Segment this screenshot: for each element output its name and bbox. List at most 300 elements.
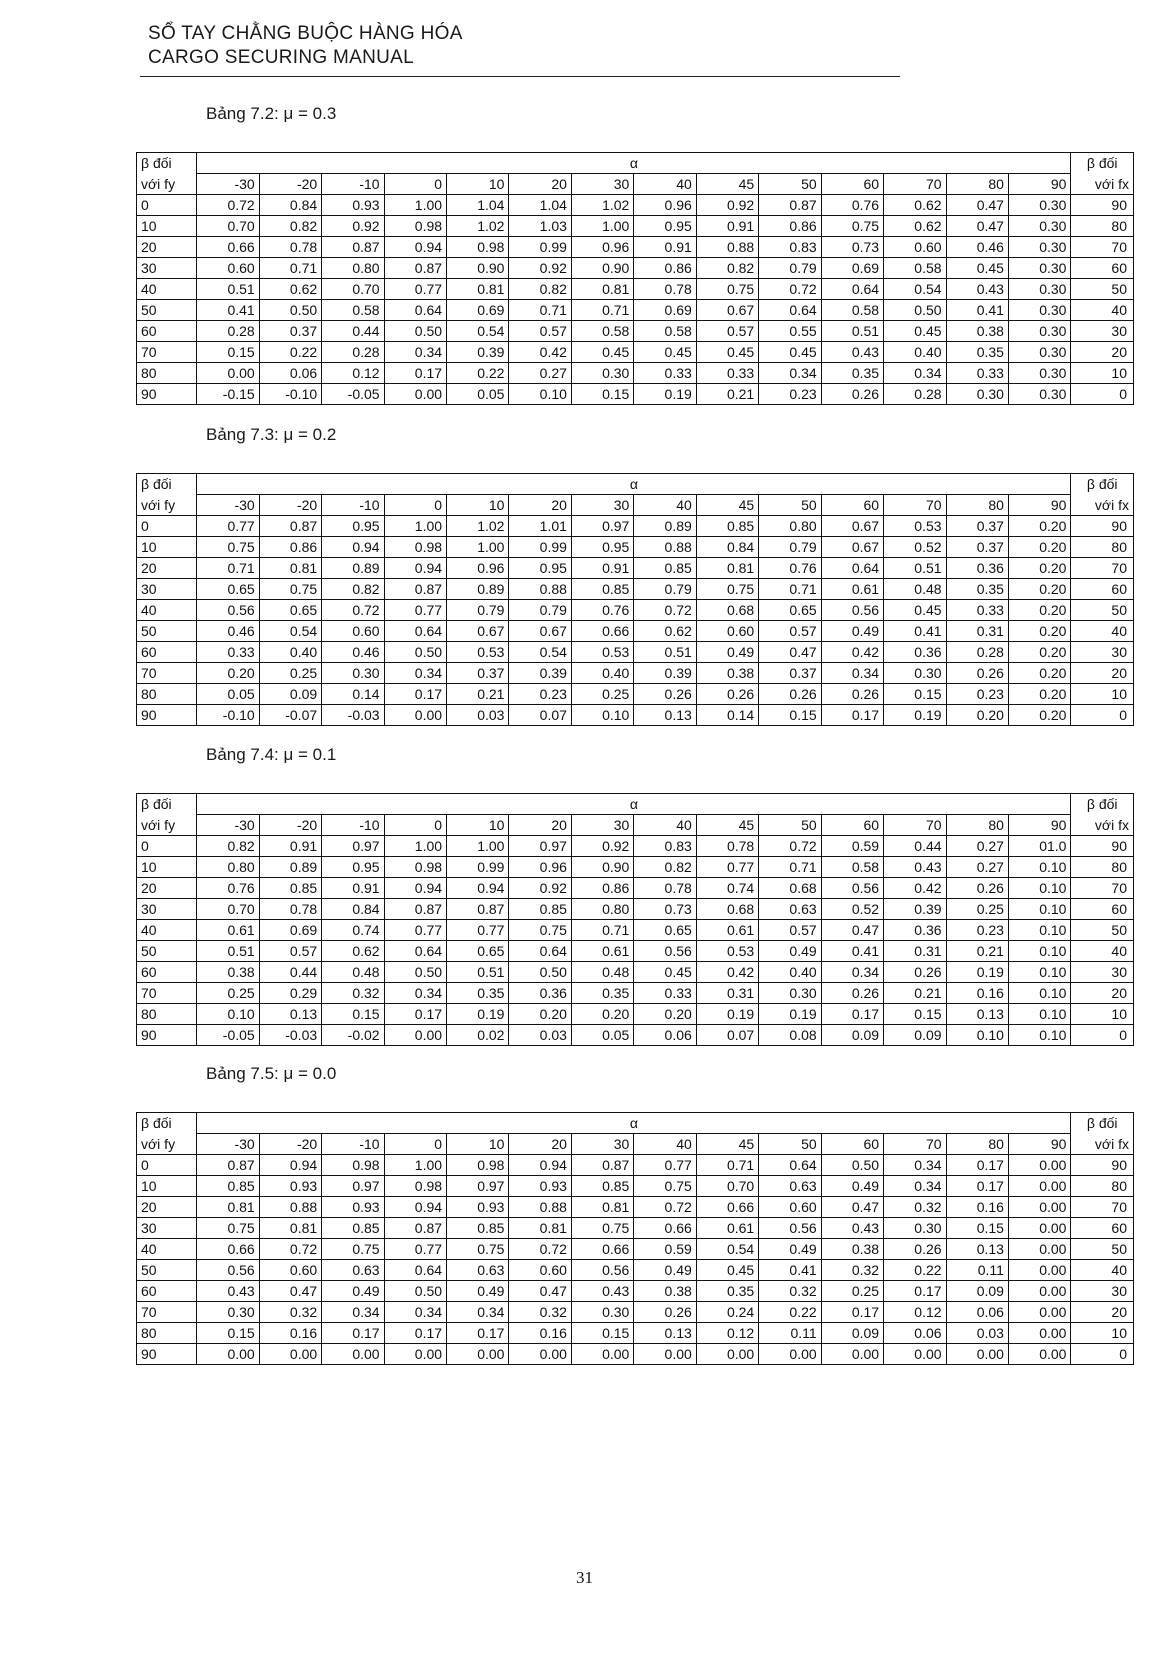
beta-fx-value: 10: [1071, 684, 1134, 705]
alpha-column-header: 0: [384, 1134, 446, 1155]
coefficient-cell: 0.20: [1008, 516, 1070, 537]
coefficient-cell: 0.21: [696, 384, 758, 405]
coefficient-cell: 0.88: [696, 237, 758, 258]
beta-fy-label: với fy: [137, 815, 197, 836]
coefficient-cell: 0.00: [821, 1344, 883, 1365]
alpha-column-header: -20: [259, 174, 321, 195]
table-row: [137, 899, 1134, 920]
coefficient-cell: 01.0: [1008, 836, 1070, 857]
coefficient-cell: 0.58: [821, 857, 883, 878]
coefficient-cell: 0.43: [197, 1281, 259, 1302]
beta-fy-value: 20: [137, 1197, 197, 1218]
coefficient-cell: 1.00: [384, 516, 446, 537]
alpha-column-header: 50: [759, 1134, 821, 1155]
coefficient-cell: 0.56: [634, 941, 696, 962]
coefficient-cell: 0.85: [322, 1218, 384, 1239]
coefficient-cell: 0.97: [571, 516, 633, 537]
alpha-column-header: 10: [447, 174, 509, 195]
beta-label: β đối: [1071, 1113, 1134, 1134]
coefficient-cell: 0.10: [1008, 941, 1070, 962]
page-number: 31: [576, 1568, 593, 1587]
coefficient-cell: 0.41: [884, 621, 946, 642]
coefficient-cell: 0.06: [634, 1025, 696, 1046]
coefficient-cell: 0.00: [759, 1344, 821, 1365]
coefficient-cell: 0.75: [696, 279, 758, 300]
coefficient-cell: 1.00: [447, 836, 509, 857]
beta-fx-value: 10: [1071, 1323, 1134, 1344]
beta-fy-value: 70: [137, 663, 197, 684]
coefficient-cell: 0.50: [821, 1155, 883, 1176]
coefficient-cell: 0.10: [1008, 899, 1070, 920]
coefficient-cell: 0.95: [322, 857, 384, 878]
beta-fx-label: với fx: [1071, 1134, 1134, 1155]
coefficient-cell: 0.93: [509, 1176, 571, 1197]
coefficient-cell: 0.53: [571, 642, 633, 663]
coefficient-cell: 0.57: [759, 621, 821, 642]
coefficient-cell: 0.15: [884, 1004, 946, 1025]
coefficient-cell: 0.22: [447, 363, 509, 384]
alpha-column-header: 80: [946, 815, 1008, 836]
coefficient-cell: 0.17: [821, 705, 883, 726]
coefficient-cell: 0.68: [759, 878, 821, 899]
coefficient-cell: 0.81: [259, 558, 321, 579]
beta-fx-label: với fx: [1071, 174, 1134, 195]
beta-fy-value: 90: [137, 1025, 197, 1046]
coefficient-cell: 0.89: [634, 516, 696, 537]
coefficient-cell: 0.20: [1008, 663, 1070, 684]
coefficient-cell: 0.10: [1008, 857, 1070, 878]
coefficient-cell: 0.05: [571, 1025, 633, 1046]
coefficient-cell: 0.09: [821, 1025, 883, 1046]
coefficient-cell: 0.03: [509, 1025, 571, 1046]
coefficient-cell: 0.28: [322, 342, 384, 363]
coefficient-cell: 0.10: [1008, 878, 1070, 899]
coefficient-cell: 0.19: [946, 962, 1008, 983]
coefficient-cell: 0.30: [1008, 279, 1070, 300]
coefficient-cell: 0.85: [509, 899, 571, 920]
coefficient-cell: 0.75: [509, 920, 571, 941]
coefficient-cell: 0.75: [634, 1176, 696, 1197]
coefficient-cell: 0.00: [1008, 1302, 1070, 1323]
coefficient-cell: 0.81: [509, 1218, 571, 1239]
beta-fx-value: 80: [1071, 537, 1134, 558]
coefficient-cell: 0.09: [946, 1281, 1008, 1302]
coefficient-cell: 0.20: [1008, 537, 1070, 558]
alpha-column-header: 50: [759, 495, 821, 516]
coefficient-cell: 0.77: [384, 920, 446, 941]
coefficient-cell: 0.76: [821, 195, 883, 216]
coefficient-cell: 0.20: [197, 663, 259, 684]
coefficient-cell: 0.52: [884, 537, 946, 558]
coefficient-cell: 0.55: [759, 321, 821, 342]
alpha-column-header: 10: [447, 815, 509, 836]
coefficient-cell: 0.82: [696, 258, 758, 279]
coefficient-cell: 0.65: [259, 600, 321, 621]
alpha-column-header: 70: [884, 815, 946, 836]
coefficient-cell: 0.33: [946, 363, 1008, 384]
coefficient-cell: 0.26: [696, 684, 758, 705]
coefficient-cell: 0.98: [384, 857, 446, 878]
beta-fx-value: 0: [1071, 1344, 1134, 1365]
coefficient-cell: 0.00: [1008, 1344, 1070, 1365]
coefficient-cell: 0.15: [197, 1323, 259, 1344]
coefficient-cell: 0.34: [447, 1302, 509, 1323]
coefficient-cell: 0.94: [384, 237, 446, 258]
coefficient-cell: 0.91: [259, 836, 321, 857]
coefficient-cell: 0.17: [821, 1302, 883, 1323]
coefficient-cell: 0.92: [571, 836, 633, 857]
beta-fx-value: 50: [1071, 920, 1134, 941]
coefficient-cell: 0.40: [259, 642, 321, 663]
coefficient-cell: 0.13: [634, 1323, 696, 1344]
coefficient-cell: 0.50: [384, 1281, 446, 1302]
coefficient-cell: 0.37: [759, 663, 821, 684]
coefficient-cell: 0.20: [634, 1004, 696, 1025]
beta-fy-value: 30: [137, 899, 197, 920]
table-row: [137, 1218, 1134, 1239]
alpha-column-header: -30: [197, 174, 259, 195]
coefficient-cell: 0.10: [1008, 920, 1070, 941]
table-row: [137, 1025, 1134, 1046]
coefficient-cell: 0.80: [322, 258, 384, 279]
coefficient-cell: 0.80: [197, 857, 259, 878]
coefficient-cell: 0.38: [696, 663, 758, 684]
coefficient-cell: 0.35: [447, 983, 509, 1004]
coefficient-cell: -0.02: [322, 1025, 384, 1046]
beta-fx-value: 30: [1071, 321, 1134, 342]
coefficient-cell: 0.91: [696, 216, 758, 237]
coefficient-cell: 0.98: [447, 237, 509, 258]
alpha-header: α: [197, 794, 1071, 815]
beta-label: β đối: [137, 794, 197, 815]
coefficient-cell: 0.42: [509, 342, 571, 363]
table-row: [137, 621, 1134, 642]
coefficient-cell: 0.92: [322, 216, 384, 237]
coefficient-cell: 0.20: [1008, 642, 1070, 663]
coefficient-cell: 0.12: [322, 363, 384, 384]
coefficient-cell: 0.16: [946, 983, 1008, 1004]
coefficient-cell: 0.42: [821, 642, 883, 663]
table-title: Bảng 7.4: μ = 0.1: [206, 745, 337, 764]
coefficient-cell: 0.78: [696, 836, 758, 857]
coefficient-cell: 0.10: [1008, 1025, 1070, 1046]
coefficient-cell: 0.62: [259, 279, 321, 300]
coefficient-cell: 0.65: [759, 600, 821, 621]
table-row: [137, 684, 1134, 705]
coefficient-cell: 0.49: [759, 1239, 821, 1260]
coefficient-cell: 0.84: [696, 537, 758, 558]
coefficient-cell: 0.15: [197, 342, 259, 363]
coefficient-cell: 0.30: [1008, 384, 1070, 405]
coefficient-cell: 0.00: [1008, 1281, 1070, 1302]
coefficient-cell: 0.63: [447, 1260, 509, 1281]
coefficient-cell: 0.32: [821, 1260, 883, 1281]
coefficient-cell: 0.15: [571, 1323, 633, 1344]
coefficient-cell: 0.51: [447, 962, 509, 983]
beta-fy-label: với fy: [137, 495, 197, 516]
coefficient-cell: 0.07: [696, 1025, 758, 1046]
coefficient-cell: 0.98: [384, 1176, 446, 1197]
coefficient-cell: 0.28: [197, 321, 259, 342]
beta-fy-value: 40: [137, 920, 197, 941]
coefficient-cell: 0.26: [884, 1239, 946, 1260]
coefficient-cell: 0.00: [509, 1344, 571, 1365]
coefficient-cell: 0.34: [384, 342, 446, 363]
coefficient-cell: 0.58: [821, 300, 883, 321]
beta-fy-value: 20: [137, 558, 197, 579]
alpha-column-header: 50: [759, 815, 821, 836]
coefficient-cell: 0.82: [259, 216, 321, 237]
coefficient-cell: 0.26: [634, 1302, 696, 1323]
coefficient-cell: 0.08: [759, 1025, 821, 1046]
coefficient-cell: 0.17: [384, 1004, 446, 1025]
coefficient-cell: 0.39: [884, 899, 946, 920]
coefficient-cell: 0.93: [259, 1176, 321, 1197]
table-row: [137, 279, 1134, 300]
coefficient-cell: 0.47: [259, 1281, 321, 1302]
alpha-column-header: 45: [696, 1134, 758, 1155]
coefficient-cell: 0.50: [384, 321, 446, 342]
coefficient-cell: 0.20: [571, 1004, 633, 1025]
coefficient-cell: 0.66: [696, 1197, 758, 1218]
table-row: [137, 1302, 1134, 1323]
coefficient-cell: 0.60: [759, 1197, 821, 1218]
alpha-column-header: 20: [509, 174, 571, 195]
coefficient-cell: 0.92: [509, 258, 571, 279]
coefficient-cell: 0.98: [447, 1155, 509, 1176]
coefficient-cell: 0.67: [447, 621, 509, 642]
table-row: [137, 836, 1134, 857]
coefficient-cell: 0.17: [384, 1323, 446, 1344]
coefficient-cell: 0.32: [884, 1197, 946, 1218]
coefficient-cell: 0.87: [384, 1218, 446, 1239]
coefficient-cell: -0.15: [197, 384, 259, 405]
coefficient-cell: 0.64: [384, 941, 446, 962]
coefficient-cell: 0.00: [384, 705, 446, 726]
coefficient-cell: 0.17: [884, 1281, 946, 1302]
coefficient-cell: 0.27: [946, 836, 1008, 857]
coefficient-cell: 0.86: [759, 216, 821, 237]
coefficient-cell: 0.30: [1008, 216, 1070, 237]
alpha-column-header: -20: [259, 1134, 321, 1155]
coefficient-cell: 0.43: [821, 342, 883, 363]
table-row: [137, 1176, 1134, 1197]
beta-fx-value: 60: [1071, 1218, 1134, 1239]
coefficient-cell: 0.78: [634, 878, 696, 899]
coefficient-cell: 0.26: [759, 684, 821, 705]
coefficient-cell: 0.20: [1008, 579, 1070, 600]
coefficient-cell: 0.38: [197, 962, 259, 983]
coefficient-table: [136, 152, 1134, 405]
coefficient-cell: 0.49: [696, 642, 758, 663]
coefficient-cell: 0.75: [696, 579, 758, 600]
alpha-column-header: 70: [884, 1134, 946, 1155]
coefficient-cell: 0.96: [571, 237, 633, 258]
beta-fx-value: 60: [1071, 579, 1134, 600]
coefficient-cell: 0.61: [197, 920, 259, 941]
coefficient-cell: 0.90: [571, 258, 633, 279]
coefficient-cell: 0.72: [322, 600, 384, 621]
coefficient-cell: 0.87: [571, 1155, 633, 1176]
coefficient-cell: 0.68: [696, 600, 758, 621]
coefficient-cell: 0.57: [696, 321, 758, 342]
coefficient-cell: 0.64: [509, 941, 571, 962]
coefficient-cell: 0.41: [197, 300, 259, 321]
coefficient-cell: 0.66: [571, 1239, 633, 1260]
coefficient-cell: 0.16: [259, 1323, 321, 1344]
alpha-column-header: -10: [322, 495, 384, 516]
coefficient-cell: 0.30: [1008, 300, 1070, 321]
coefficient-cell: 1.04: [509, 195, 571, 216]
alpha-column-header: 60: [821, 815, 883, 836]
beta-fx-value: 40: [1071, 941, 1134, 962]
coefficient-cell: 0.10: [1008, 962, 1070, 983]
coefficient-cell: 0.40: [759, 962, 821, 983]
coefficient-cell: 0.15: [571, 384, 633, 405]
coefficient-grid: [136, 473, 1134, 726]
beta-fx-value: 30: [1071, 642, 1134, 663]
coefficient-cell: 0.50: [884, 300, 946, 321]
table-row: [137, 363, 1134, 384]
coefficient-cell: 0.94: [447, 878, 509, 899]
coefficient-cell: 0.77: [696, 857, 758, 878]
coefficient-cell: 0.30: [759, 983, 821, 1004]
coefficient-cell: 0.62: [634, 621, 696, 642]
coefficient-cell: 0.30: [884, 1218, 946, 1239]
beta-fx-value: 70: [1071, 237, 1134, 258]
coefficient-cell: 0.97: [447, 1176, 509, 1197]
beta-fy-value: 60: [137, 962, 197, 983]
coefficient-cell: 0.72: [509, 1239, 571, 1260]
coefficient-cell: 0.38: [634, 1281, 696, 1302]
coefficient-cell: 0.62: [884, 195, 946, 216]
coefficient-cell: 0.45: [696, 342, 758, 363]
coefficient-cell: 0.13: [946, 1004, 1008, 1025]
coefficient-cell: 0.60: [259, 1260, 321, 1281]
coefficient-cell: 0.05: [197, 684, 259, 705]
coefficient-cell: 0.09: [821, 1323, 883, 1344]
coefficient-cell: 0.82: [322, 579, 384, 600]
coefficient-cell: 0.15: [322, 1004, 384, 1025]
coefficient-cell: 0.37: [946, 537, 1008, 558]
coefficient-cell: 0.42: [884, 878, 946, 899]
header-title-en: CARGO SECURING MANUAL: [148, 47, 415, 68]
coefficient-cell: 0.25: [946, 899, 1008, 920]
beta-fx-value: 40: [1071, 1260, 1134, 1281]
table-row: [137, 1344, 1134, 1365]
coefficient-cell: 0.23: [946, 920, 1008, 941]
alpha-column-header: 10: [447, 495, 509, 516]
coefficient-cell: 0.27: [509, 363, 571, 384]
coefficient-cell: 0.59: [634, 1239, 696, 1260]
coefficient-cell: 0.15: [759, 705, 821, 726]
coefficient-cell: 0.31: [696, 983, 758, 1004]
coefficient-cell: 0.61: [821, 579, 883, 600]
alpha-column-header: 90: [1008, 495, 1070, 516]
beta-fx-label: với fx: [1071, 815, 1134, 836]
beta-fy-value: 50: [137, 1260, 197, 1281]
coefficient-cell: 0.00: [696, 1344, 758, 1365]
coefficient-cell: 0.75: [197, 1218, 259, 1239]
alpha-column-header: 40: [634, 815, 696, 836]
coefficient-cell: 0.86: [259, 537, 321, 558]
coefficient-cell: 0.87: [384, 899, 446, 920]
coefficient-cell: 0.97: [322, 836, 384, 857]
coefficient-cell: 0.56: [197, 600, 259, 621]
beta-fx-value: 90: [1071, 516, 1134, 537]
coefficient-cell: 0.00: [1008, 1323, 1070, 1344]
coefficient-cell: 0.72: [259, 1239, 321, 1260]
coefficient-cell: 0.30: [322, 663, 384, 684]
coefficient-cell: 0.25: [197, 983, 259, 1004]
coefficient-cell: 0.94: [322, 537, 384, 558]
coefficient-cell: 0.89: [447, 579, 509, 600]
coefficient-cell: 0.79: [447, 600, 509, 621]
coefficient-cell: 0.72: [759, 836, 821, 857]
alpha-column-header: 70: [884, 174, 946, 195]
coefficient-cell: 0.36: [884, 642, 946, 663]
coefficient-cell: 0.84: [259, 195, 321, 216]
coefficient-cell: 0.80: [571, 899, 633, 920]
coefficient-cell: -0.03: [259, 1025, 321, 1046]
coefficient-cell: 0.49: [322, 1281, 384, 1302]
coefficient-cell: 0.87: [259, 516, 321, 537]
coefficient-cell: 0.69: [447, 300, 509, 321]
beta-fx-value: 20: [1071, 1302, 1134, 1323]
coefficient-cell: 0.30: [946, 384, 1008, 405]
coefficient-cell: 1.01: [509, 516, 571, 537]
table-row: [137, 1281, 1134, 1302]
coefficient-cell: 0.65: [197, 579, 259, 600]
coefficient-cell: 0.00: [197, 363, 259, 384]
coefficient-cell: 0.00: [571, 1344, 633, 1365]
coefficient-cell: 0.81: [696, 558, 758, 579]
alpha-column-header: -10: [322, 1134, 384, 1155]
coefficient-cell: 0.99: [509, 237, 571, 258]
coefficient-cell: 0.77: [384, 600, 446, 621]
coefficient-cell: 1.00: [384, 836, 446, 857]
coefficient-cell: 1.02: [447, 216, 509, 237]
coefficient-cell: 0.19: [759, 1004, 821, 1025]
coefficient-cell: 0.81: [447, 279, 509, 300]
table-row: [137, 1239, 1134, 1260]
coefficient-cell: 0.83: [759, 237, 821, 258]
coefficient-cell: 0.72: [634, 600, 696, 621]
beta-label: β đối: [137, 1113, 197, 1134]
coefficient-cell: 0.35: [696, 1281, 758, 1302]
alpha-header: α: [197, 474, 1071, 495]
beta-fx-value: 80: [1071, 1176, 1134, 1197]
coefficient-table: [136, 473, 1134, 726]
coefficient-cell: 0.91: [571, 558, 633, 579]
coefficient-cell: 0.44: [259, 962, 321, 983]
coefficient-cell: 0.20: [1008, 600, 1070, 621]
coefficient-cell: 0.47: [821, 1197, 883, 1218]
coefficient-cell: 0.69: [821, 258, 883, 279]
coefficient-cell: 0.45: [571, 342, 633, 363]
coefficient-cell: 0.72: [759, 279, 821, 300]
coefficient-cell: 0.10: [946, 1025, 1008, 1046]
coefficient-cell: 0.17: [322, 1323, 384, 1344]
coefficient-cell: 0.00: [1008, 1197, 1070, 1218]
coefficient-cell: 0.34: [884, 363, 946, 384]
alpha-column-header: 60: [821, 495, 883, 516]
coefficient-cell: 0.03: [447, 705, 509, 726]
coefficient-cell: -0.05: [197, 1025, 259, 1046]
coefficient-cell: 0.83: [634, 836, 696, 857]
coefficient-cell: 0.88: [509, 1197, 571, 1218]
coefficient-cell: 0.33: [946, 600, 1008, 621]
